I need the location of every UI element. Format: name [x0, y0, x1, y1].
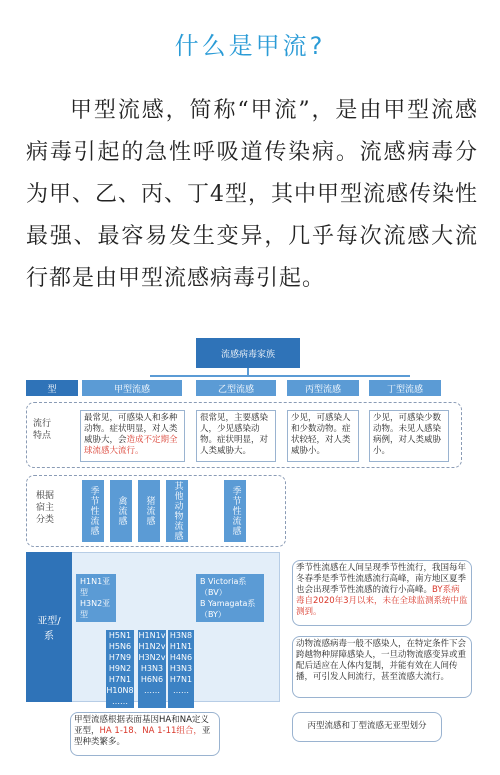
avian-subtypes: H5N1 H5N6 H7N9 H9N2 H7N1 H10N8 …… [106, 631, 134, 706]
host-other: 其他动物流感 [166, 480, 188, 542]
other-subtypes: H3N8 H1N1 H4N6 H3N3 H7N1 …… [168, 630, 194, 708]
type-c: 丙型流感 [287, 380, 359, 396]
host-avian: 禽流感 [110, 480, 132, 542]
row-type-label: 型 [26, 380, 78, 396]
row-subtype-label: 亚型/系 [26, 552, 72, 702]
influenza-family-diagram [0, 330, 500, 775]
seasonal-note: 季节性流感在人间呈现季节性流行，我国每年冬春季是季节性流感流行高峰，南方地区夏季也会出现季节性流感的流行小高峰。BY系病毒自2020年3月以来，未在全球监测系统中监测到。 [292, 560, 472, 626]
host-seasonal: 季节性流感 [82, 480, 104, 542]
row-host-label: 根据宿主分类 [36, 491, 55, 525]
type-b: 乙型流感 [196, 380, 276, 396]
epidemic-c: 少见，可感染人和少数动物。症状较轻，对人类威胁小。 [287, 410, 359, 462]
family-header: 流感病毒家族 [196, 338, 300, 368]
row-epidemic-label: 流行特点 [33, 419, 52, 441]
seasonal-a-subtypes: H1N1亚型 H3N2亚型 [76, 574, 116, 622]
epidemic-b: 很常见，主要感染人，少见感染动物。症状明显，对人类威胁大。 [196, 410, 276, 462]
epidemic-a: 最常见，可感染人和多种动物。症状明显，对人类威胁大，会造成不定期全球流感大流行。 [80, 410, 185, 462]
epidemic-d: 少见，可感染少数动物。未见人感染病例，对人类威胁小。 [369, 410, 449, 462]
page-title: 什么是甲流? [174, 32, 326, 60]
cd-note: 丙型流感和丁型流感无亚型划分 [292, 712, 442, 742]
type-d: 丁型流感 [369, 380, 441, 396]
subtype-note: 甲型流感根据表面基因HA和NA定义亚型，HA 1-18、NA 1-11组合，亚型种类繁多。 [70, 712, 220, 756]
seasonal-b-lineages: B Victoria系（BV） B Yamagata系（BY） [196, 574, 264, 622]
type-a: 甲型流感 [82, 380, 182, 396]
intro-paragraph: 甲型流感，简称“甲流”，是由甲型流感病毒引起的急性呼吸道传染病。流感病毒分为甲、乙、丙、丁4型，其中甲型流感传染性最强、最容易发生变异，几乎每次流感大流行都是由甲型流感病毒引起。 [26, 98, 478, 291]
animal-note: 动物流感病毒一般不感染人，在特定条件下会跨越物种屏障感染人，一旦动物流感变异或重配后适应在人体内复制，并能有效在人间传播，可引发人间流行，甚至流感大流行。 [292, 636, 472, 698]
host-b-seasonal: 季节性流感 [224, 480, 246, 542]
host-swine: 猪流感 [138, 480, 160, 542]
swine-subtypes: H1N1v H1N2v H3N2v H3N3 H6N6 …… [138, 630, 166, 708]
